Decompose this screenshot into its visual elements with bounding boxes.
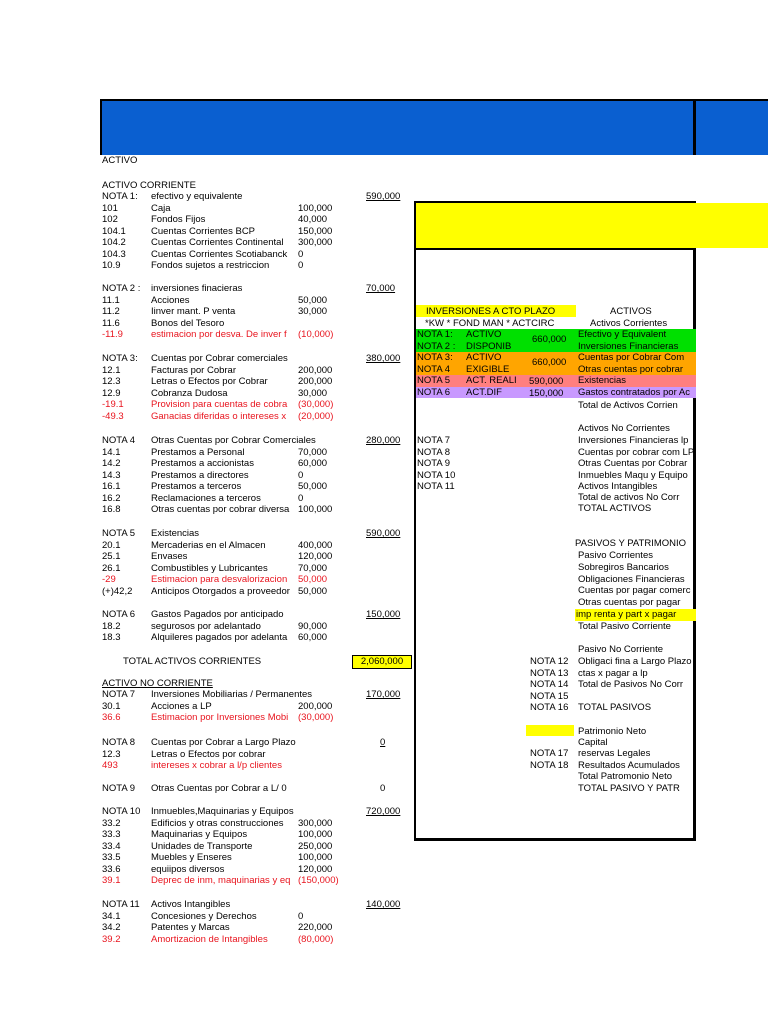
row-value: (20,000) [298,410,334,422]
row-code: 33.5 [102,852,121,863]
row-value: 200,000 [298,376,333,387]
row-code: 33.4 [102,840,121,852]
nc-nota: NOTA 7 [417,435,451,446]
row-code: 14.3 [102,469,121,481]
pc-item: Cuentas por pagar comerc [578,585,691,596]
row-code: -11.9 [102,329,123,340]
row-value: 50,000 [298,574,328,585]
note-total: 170,000 [366,689,401,700]
pn-item: Resultados Acumulados [578,759,680,771]
row-desc: Facturas por Cobrar [151,364,237,376]
capital: Capital [578,737,608,748]
grid-item: Cuentas por Cobrar Com [578,352,685,363]
nc-item: Inversiones Financieras lp [578,435,689,446]
note-label: NOTA 3: [102,353,138,364]
note-label: NOTA 8 [102,737,136,748]
row-code: 25.1 [102,551,121,562]
row-value: 400,000 [298,539,333,551]
grid-tag: ACT.DIF [466,386,502,398]
row-desc: Alquileres pagados por adelanta [151,632,288,643]
row-code: 33.2 [102,817,121,829]
pnc-nota: NOTA 12 [530,656,569,667]
note-total: 380,000 [366,353,401,364]
row-desc: Estimacion por Inversiones Mobi [151,712,289,723]
note-title: Gastos Pagados por anticipado [151,609,284,620]
row-value: 30,000 [298,387,328,399]
note-label: NOTA 10 [102,806,141,817]
row-code: 14.1 [102,446,121,458]
row-desc: Iinver mant. P venta [151,306,236,317]
row-value: 40,000 [298,214,328,225]
row-code: 20.1 [102,539,121,551]
row-desc: Patentes y Marcas [151,922,230,933]
row-desc: Mercaderias en el Almacen [151,539,266,551]
row-code: 14.2 [102,458,121,469]
row-value: 0 [298,910,304,922]
pasivo-corriente-heading: Pasivo Corrientes [578,550,653,561]
row-desc: Provision para cuentas de cobra [151,399,288,410]
row-value: (30,000) [298,712,334,723]
divider [416,248,696,250]
row-desc: Cobranza Dudosa [151,387,228,399]
row-desc: Edificios y otras construcciones [151,817,284,829]
nc-nota: NOTA 8 [417,446,451,458]
grid-value: 660,000 [532,334,567,345]
header-bar [100,99,768,155]
pn-item: reservas Legales [578,748,651,759]
row-value: 50,000 [298,294,328,306]
row-desc: Reclamaciones a terceros [151,492,261,504]
right-panel [414,201,696,841]
note-title: Activos Intangibles [151,899,231,910]
row-desc: Cuentas Corrientes Scotiabanck [151,248,288,260]
row-code: 34.1 [102,910,121,922]
grid-nota: NOTA 6 [417,386,451,398]
total-pasivo-corriente: Total Pasivo Corriente [578,621,671,632]
nc-item: Activos Intangibles [578,481,658,492]
row-desc: Bonos del Tesoro [151,317,225,329]
grid-tag: ACT. REALI [466,375,517,386]
row-value: 150,000 [298,225,333,237]
pnc-nota: NOTA 16 [530,702,569,713]
row-code: 18.2 [102,620,121,632]
row-value: 200,000 [298,700,333,712]
row-desc: estimacion por desva. De inver f [151,329,287,340]
row-code: 18.3 [102,632,121,643]
grid-value: 150,000 [529,388,564,399]
nc-item: Otras Cuentas por Cobrar [578,458,688,469]
row-code: 33.3 [102,829,121,840]
total-activos-corrientes-label: TOTAL ACTIVOS CORRIENTES [123,656,262,667]
note-total: 0 [380,737,386,748]
row-desc: Envases [151,551,188,562]
row-desc: Fondos Fijos [151,214,206,225]
grid-item: Existencias [578,375,627,386]
row-desc: Ganacias diferidas o intereses x [151,410,287,422]
row-desc: Caja [151,202,171,214]
row-value: 250,000 [298,840,333,852]
pn-nota: NOTA 17 [530,748,569,759]
grid-tag: DISPONIB [466,340,512,352]
note-title: efectivo y equivalente [151,191,243,202]
grid-item: Gastos contratados por Ac [578,386,690,398]
row-value: 50,000 [298,481,328,492]
activos-no-corrientes-heading: Activos No Corrientes [578,423,670,434]
grid-item: Efectivo y Equivalent [578,329,667,340]
activo-no-corriente-heading: ACTIVO NO CORRIENTE [102,678,213,689]
imp-renta: imp renta y part x pagar [576,609,677,620]
row-value: 0 [298,492,304,504]
row-code: 36.6 [102,712,121,723]
row-desc: Concesiones y Derechos [151,910,257,922]
note-title: Inmuebles,Maquinarias y Equipos [151,806,294,817]
note-total: 720,000 [366,806,401,817]
row-code: 39.2 [102,933,121,945]
row-value: 120,000 [298,551,333,562]
row-code: (+)42,2 [102,585,133,597]
pc-item: Otras cuentas por pagar [578,596,681,608]
row-value: (80,000) [298,933,334,945]
row-value: 100,000 [298,852,333,863]
row-code: 493 [102,760,118,771]
row-desc: Fondos sujetos a restriccion [151,260,270,271]
row-code: -19.1 [102,399,124,410]
row-value: 100,000 [298,829,333,840]
row-desc: intereses x cobrar a l/p clientes [151,760,282,771]
row-code: -29 [102,574,116,585]
total-activos: TOTAL ACTIVOS [578,503,652,514]
note-total: 590,000 [366,528,401,539]
row-desc: segurosos por adelantado [151,620,261,632]
row-code: 104.1 [102,225,126,237]
row-desc: Otras cuentas por cobrar diversa [151,504,290,515]
row-value: 90,000 [298,620,328,632]
row-value: 60,000 [298,458,328,469]
row-desc: Cuentas Corrientes Continental [151,237,284,248]
grid-nota: NOTA 4 [417,363,451,375]
note-label: NOTA 9 [102,783,136,794]
row-desc: Acciones a LP [151,700,212,712]
row-code: 30.1 [102,700,121,712]
row-value: 70,000 [298,562,328,574]
patrimonio-neto-heading: Patrimonio Neto [578,726,647,737]
row-code: 104.2 [102,237,126,248]
row-code: 16.8 [102,504,121,515]
nc-item: Cuentas por cobrar com LP [578,446,695,458]
pnc-nota: NOTA 13 [530,667,569,679]
row-desc: Muebles y Enseres [151,852,232,863]
note-total: 590,000 [366,191,401,202]
row-code: 104.3 [102,248,126,260]
note-title: Cuentas por Cobrar comerciales [151,353,288,364]
note-label: NOTA 7 [102,689,136,700]
patrimonio-marker [526,725,574,736]
note-title: Otras Cuentas por Cobrar a L/ 0 [151,783,287,794]
note-total: 280,000 [366,435,401,446]
row-value: 0 [298,469,304,481]
row-value: 100,000 [298,504,333,515]
row-desc: equiipos diversos [151,863,225,875]
row-value: 300,000 [298,237,333,248]
grid-tag: EXIGIBLE [466,363,510,375]
row-desc: Anticipos Otorgados a proveedor [151,585,290,597]
row-value: 100,000 [298,202,333,214]
row-desc: Amortizacion de Intangibles [151,933,268,945]
grid-value: 660,000 [532,357,567,368]
note-total: 150,000 [366,609,401,620]
nc-nota: NOTA 11 [417,481,455,492]
note-title: inversiones finacieras [151,283,243,294]
activo-corriente-heading: ACTIVO CORRIENTE [102,180,196,191]
row-code: 26.1 [102,562,121,574]
inv-header: INVERSIONES A CTO PLAZO [426,306,556,317]
row-code: 101 [102,202,118,214]
note-total: 0 [380,783,386,794]
note-title: Otras Cuentas por Cobrar Comerciales [151,435,316,446]
note-total: 140,000 [366,899,401,910]
row-code: 12.9 [102,387,121,399]
nc-nota: NOTA 9 [417,458,451,469]
pc-item: Obligaciones Financieras [578,573,685,585]
note-label: NOTA 1: [102,191,138,202]
activos-corrientes-heading: Activos Corrientes [590,318,668,329]
row-value: (150,000) [298,875,339,886]
note-label: NOTA 2 : [102,283,141,294]
activos-heading: ACTIVOS [610,306,652,317]
note-label: NOTA 6 [102,609,136,620]
pnc-nota: NOTA 14 [530,679,569,690]
pnc-item: Obligaci fina a Largo Plazo [578,656,692,667]
row-value: 60,000 [298,632,328,643]
row-desc: Letras o Efectos por cobrar [151,748,266,760]
grid-item: Otras cuentas por cobrar [578,363,684,375]
row-value: 300,000 [298,817,333,829]
row-desc: Maquinarias y Equipos [151,829,248,840]
nc-item: Inmuebles Maqu y Equipo [578,469,688,481]
grid-nota: NOTA 1: [417,329,453,340]
row-code: 11.6 [102,317,120,329]
row-desc: Estimacion para desvalorizacion [151,574,288,585]
grid-item: Inversiones Financieras [578,340,679,352]
grid-nota: NOTA 3: [417,352,453,363]
grid-nota: NOTA 5 [417,375,451,386]
row-desc: Cuentas Corrientes BCP [151,225,256,237]
row-code: 12.3 [102,748,121,760]
row-code: 12.1 [102,364,121,376]
row-value: 120,000 [298,863,333,875]
row-code: 16.1 [102,481,121,492]
total-activos-corrientes-value: 2,060,000 [352,655,412,669]
row-desc: Prestamos a directores [151,469,249,481]
total-patrimonio-neto: Total Patromonio Neto [578,771,672,782]
row-value: 0 [298,248,304,260]
pasivo-no-corriente-heading: Pasivo No Corriente [578,644,664,655]
row-desc: Prestamos a Personal [151,446,245,458]
row-value: 220,000 [298,922,333,933]
row-desc: Combustibles y Lubricantes [151,562,268,574]
row-desc: Prestamos a terceros [151,481,242,492]
total-activos-corrientes: Total de Activos Corrien [578,400,678,411]
pnc-item: ctas x pagar a lp [578,667,648,679]
row-desc: Unidades de Transporte [151,840,253,852]
row-desc: Prestamos a accionistas [151,458,254,469]
pn-nota: NOTA 18 [530,759,569,771]
row-desc: Acciones [151,294,190,306]
activo-heading: ACTIVO [102,155,138,166]
note-total: 70,000 [366,283,396,294]
row-code: 16.2 [102,492,121,504]
row-value: 200,000 [298,364,333,376]
note-title: Inversiones Mobiliarias / Permanentes [151,689,313,700]
row-value: 30,000 [298,306,328,317]
nc-nota: NOTA 10 [417,469,456,481]
pnc-item: TOTAL PASIVOS [578,702,652,713]
note-title: Existencias [151,528,200,539]
row-value: (30,000) [298,399,334,410]
note-label: NOTA 5 [102,528,136,539]
row-value: 70,000 [298,446,328,458]
grid-value: 590,000 [529,376,564,387]
note-title: Cuentas por Cobrar a Largo Plazo [151,737,296,748]
row-code: 34.2 [102,922,121,933]
row-code: -49.3 [102,410,124,422]
row-code: 33.6 [102,863,121,875]
row-value: 50,000 [298,585,328,597]
note-label: NOTA 4 [102,435,136,446]
pc-item: Sobregiros Bancarios [578,562,669,573]
row-value: 0 [298,260,304,271]
yellow-highlight-bar [416,203,768,248]
total-pasivo-patrimonio: TOTAL PASIVO Y PATR [578,783,680,794]
row-desc: Letras o Efectos por Cobrar [151,376,268,387]
row-code: 10.9 [102,260,121,271]
grid-tag: ACTIVO [466,329,502,340]
row-code: 11.2 [102,306,120,317]
note-label: NOTA 11 [102,899,140,910]
row-code: 102 [102,214,118,225]
grid-tag: ACTIVO [466,352,502,363]
pasivos-patrimonio-heading: PASIVOS Y PATRIMONIO [575,538,687,549]
pnc-nota: NOTA 15 [530,690,569,702]
row-code: 11.1 [102,294,120,306]
row-code: 12.3 [102,376,121,387]
row-value: (10,000) [298,329,334,340]
row-code: 39.1 [102,875,121,886]
kw-line: *KW * FOND MAN * ACTCIRC [425,318,555,329]
total-no-corr: Total de activos No Corr [578,492,680,503]
pnc-item: Total de Pasivos No Corr [578,679,684,690]
grid-nota: NOTA 2 : [417,340,456,352]
row-desc: Deprec de inm, maquinarias y eq [151,875,291,886]
